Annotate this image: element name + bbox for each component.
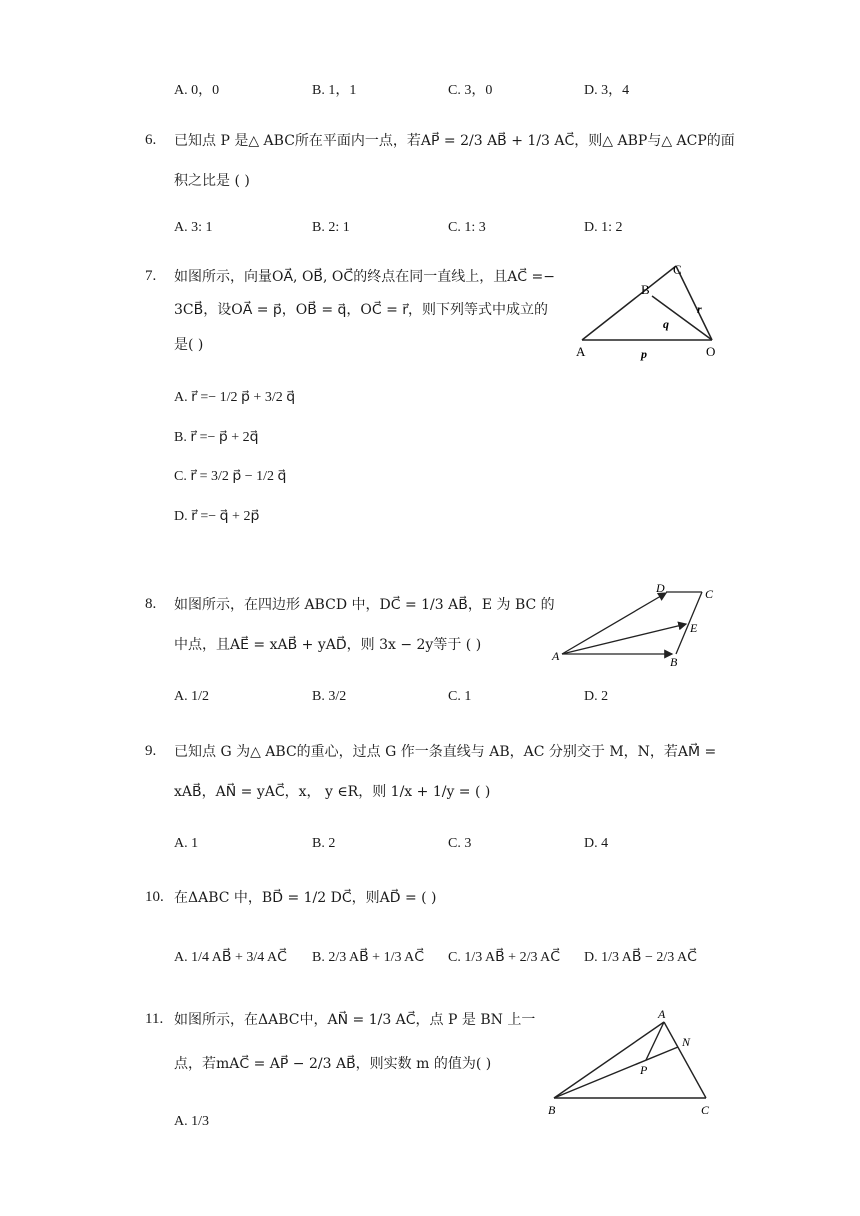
option-d: D. 3，4: [584, 83, 630, 98]
segment-co: [676, 266, 712, 340]
question-text: 如图所示，向量OA⃗, OB⃗, OC⃗的终点在同一直线上，且AC⃗ =−: [174, 269, 555, 285]
option-c: C. 1/3 AB⃗ + 2/3 AC⃗: [448, 950, 561, 965]
option-c: C. 3: [448, 836, 472, 851]
option-c: C. 3，0: [448, 83, 493, 98]
question-number: 8.: [145, 596, 157, 612]
option-b: B. 2: 1: [312, 220, 350, 235]
option-a: A. 3: 1: [174, 220, 213, 235]
question-text: 是( ): [174, 337, 204, 353]
label-b: B: [670, 655, 678, 669]
option-c: C. 1: [448, 689, 472, 704]
question-number: 11.: [145, 1011, 164, 1027]
label-c: C: [705, 587, 714, 601]
question-text: 如图所示，在四边形 ABCD 中，DC⃗ = 1/3 AB⃗，E 为 BC 的: [174, 597, 555, 613]
option-a: A. 1/3: [174, 1114, 209, 1129]
option-a: A. 1/4 AB⃗ + 3/4 AC⃗: [174, 950, 287, 965]
label-p: P: [640, 1063, 648, 1077]
question-text: 如图所示，在ΔABC中，AN⃗ = 1/3 AC⃗，点 P 是 BN 上一: [174, 1012, 536, 1028]
label-b: B: [548, 1103, 556, 1117]
question-text: xAB⃗，AN⃗ = yAC⃗，x， y ∈R，则 1/x + 1/y = ( ): [174, 784, 491, 800]
label-d: D: [656, 581, 665, 595]
label-e: E: [690, 621, 698, 635]
question-number: 6.: [145, 132, 157, 148]
segment-ac: [664, 1022, 706, 1098]
option-b: B. 1，1: [312, 83, 357, 98]
label-q: q: [663, 317, 669, 331]
vector-ae: [562, 624, 686, 654]
label-b: B: [641, 282, 650, 297]
figure-triangle-aoc: [566, 258, 726, 368]
option-a: A. 1: [174, 836, 199, 851]
label-p: p: [641, 347, 647, 361]
question-text: 点，若mAC⃗ = AP⃗ − 2/3 AB⃗，则实数 m 的值为( ): [174, 1056, 492, 1072]
question-text: 积之比是 ( ): [174, 173, 250, 189]
label-r: r: [697, 302, 702, 316]
option-b: B. 3/2: [312, 689, 347, 704]
question-text: 中点，且AE⃗ = xAB⃗ + yAD⃗，则 3x − 2y等于 ( ): [174, 637, 482, 653]
label-o: O: [706, 344, 716, 359]
option-c: C. 1: 3: [448, 220, 486, 235]
label-n: N: [682, 1035, 691, 1049]
option-d: D. 2: [584, 689, 609, 704]
question-text: 已知点 P 是△ ABC所在平面内一点，若AP⃗ = 2/3 AB⃗ + 1/3 AC⃗，则△ ABP与△ ACP的面: [174, 133, 735, 149]
option-a: A. r⃗ =− 1/2 p⃗ + 3/2 q⃗: [174, 390, 296, 405]
question-number: 10.: [145, 889, 164, 905]
label-c: C: [701, 1103, 710, 1117]
option-d: D. 1/3 AB⃗ − 2/3 AC⃗: [584, 950, 697, 965]
label-a: A: [576, 344, 586, 359]
question-number: 7.: [145, 268, 157, 284]
option-a: A. 1/2: [174, 689, 209, 704]
option-c: C. r⃗ = 3/2 p⃗ − 1/2 q⃗: [174, 469, 287, 484]
question-text: 3CB⃗，设OA⃗ = p⃗，OB⃗ = q⃗，OC⃗ = r⃗，则下列等式中成立的: [174, 302, 549, 318]
question-text: 已知点 G 为△ ABC的重心，过点 G 作一条直线与 AB，AC 分别交于 M，N，若AM⃗ =: [174, 744, 717, 760]
label-a: A: [658, 1007, 666, 1021]
option-b: B. 2/3 AB⃗ + 1/3 AC⃗: [312, 950, 425, 965]
option-d: D. 4: [584, 836, 609, 851]
segment-bo: [652, 296, 712, 340]
question-number: 9.: [145, 743, 157, 759]
question-text: 在ΔABC 中，BD⃗ = 1/2 DC⃗，则AD⃗ = ( ): [174, 890, 437, 906]
option-d: D. r⃗ =− q⃗ + 2p⃗: [174, 509, 260, 524]
vector-ad: [562, 593, 666, 654]
segment-cb: [676, 592, 702, 654]
label-a: A: [552, 649, 560, 663]
label-c: C: [673, 262, 682, 277]
option-b: B. 2: [312, 836, 336, 851]
option-b: B. r⃗ =− p⃗ + 2q⃗: [174, 430, 259, 445]
figure-triangle-abc: [542, 1006, 722, 1124]
option-a: A. 0，0: [174, 83, 220, 98]
option-d: D. 1: 2: [584, 220, 623, 235]
figure-quadrilateral-abcd: [548, 580, 728, 672]
